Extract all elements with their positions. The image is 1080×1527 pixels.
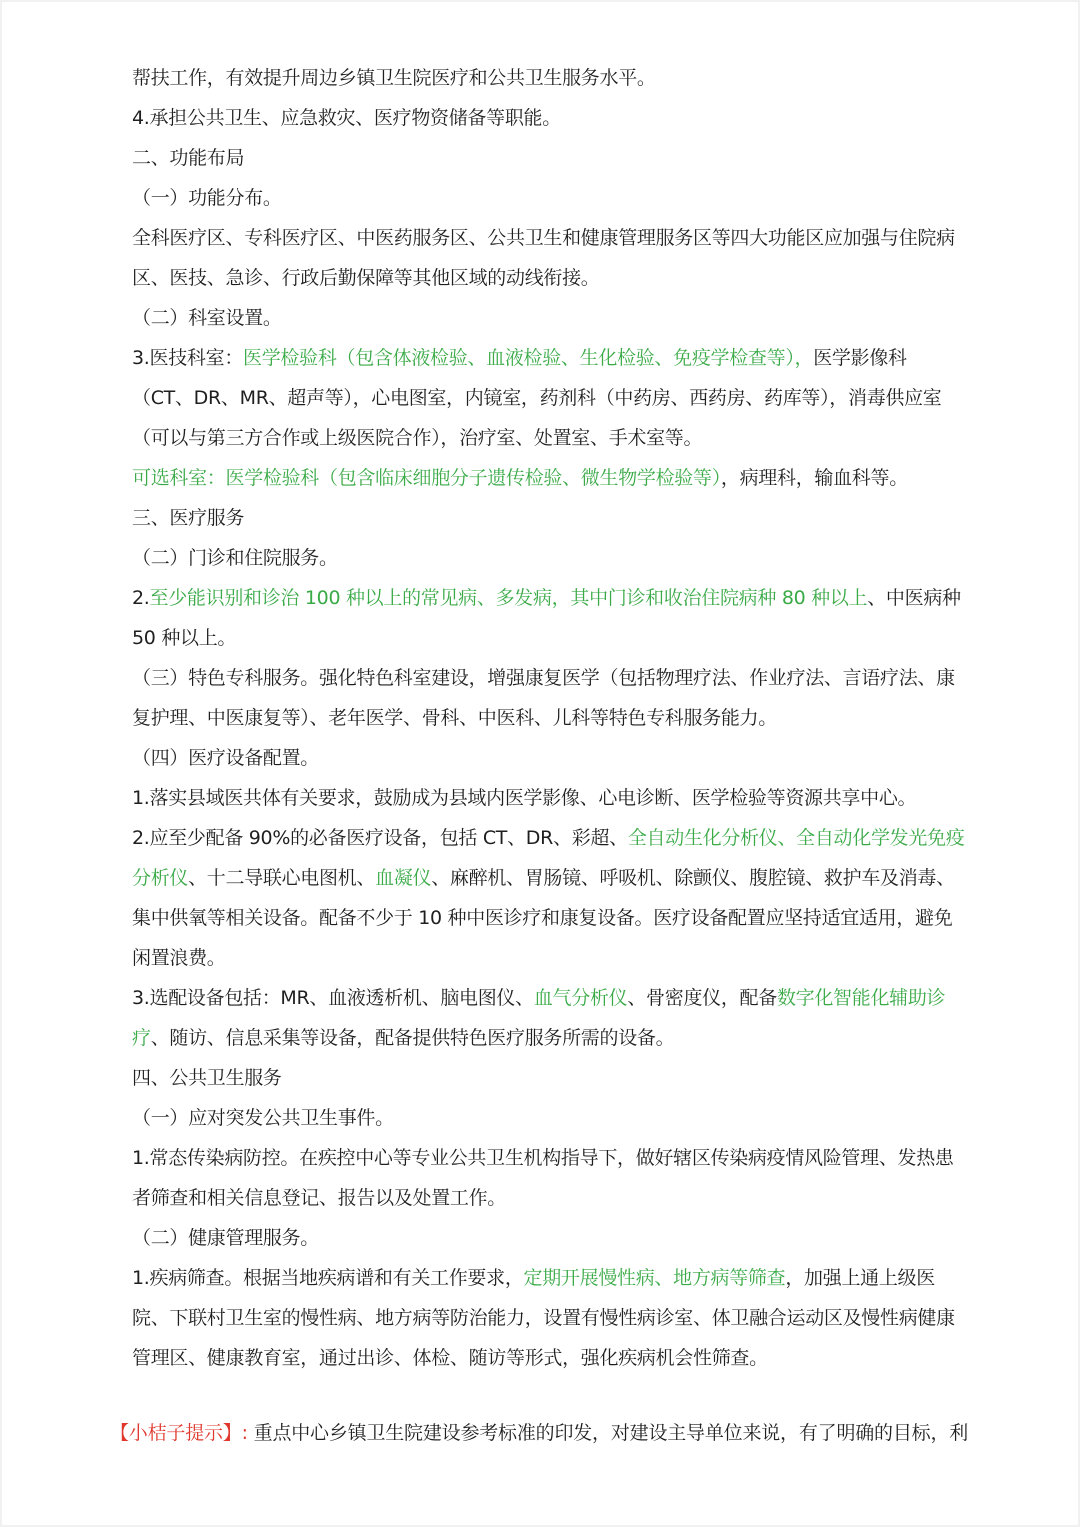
body-text: （CT、DR、MR、超声等），心电图室，内镜室，药剂科（中药房、西药房、药库等），消毒供应室 <box>132 387 942 409</box>
body-text: 二、功能布局 <box>132 147 245 169</box>
text-line <box>132 1178 978 1218</box>
text-line <box>132 378 978 418</box>
body-text: （一）功能分布。 <box>132 187 282 209</box>
body-text: 1.落实县域医共体有关要求，鼓励成为县域内医学影像、心电诊断、医学检验等资源共享中心。 <box>132 787 917 809</box>
text-line <box>132 898 978 938</box>
tip-box <box>110 1413 980 1453</box>
text-line <box>132 498 978 538</box>
text-line <box>132 58 978 98</box>
body-text: 、随访、信息采集等设备，配备提供特色医疗服务所需的设备。 <box>150 1027 675 1049</box>
body-text: 区、医技、急诊、行政后勤保障等其他区域的动线衔接。 <box>132 267 600 289</box>
body-text: 全科医疗区、专科医疗区、中医药服务区、公共卫生和健康管理服务区等四大功能区应加强与住院病 <box>132 227 955 249</box>
highlighted-text: 疗 <box>132 1027 151 1049</box>
body-text: （二）科室设置。 <box>132 307 282 329</box>
body-text: （可以与第三方合作或上级医院合作），治疗室、处置室、手术室等。 <box>132 427 703 449</box>
document-body <box>132 58 978 1378</box>
text-line <box>132 1298 978 1338</box>
body-text: （四）医疗设备配置。 <box>132 747 320 769</box>
body-text: 、中医病种 <box>867 587 961 609</box>
highlighted-text: 血气分析仪 <box>533 987 628 1009</box>
highlighted-text: 至少能识别和诊治 100 种以上的常见病、多发病，其中门诊和收治住院病种 80 种以上 <box>149 587 868 609</box>
text-line <box>132 218 978 258</box>
body-text: （二）门诊和住院服务。 <box>132 547 338 569</box>
text-line <box>132 418 978 458</box>
text-line <box>132 258 978 298</box>
text-line <box>132 818 978 858</box>
text-line <box>132 98 978 138</box>
text-line <box>132 618 978 658</box>
text-line <box>132 338 978 378</box>
body-text: 闲置浪费。 <box>132 947 226 969</box>
text-line <box>132 138 978 178</box>
text-line <box>132 1138 978 1178</box>
text-line <box>132 1338 978 1378</box>
highlighted-text: 医学检验科（包含体液检验、血液检验、生化检验、免疫学检查等）， <box>243 347 814 369</box>
text-line <box>132 1058 978 1098</box>
text-line <box>132 1218 978 1258</box>
body-text: ，加强上通上级医 <box>785 1267 935 1289</box>
text-line <box>132 1258 978 1298</box>
body-text: 2. <box>132 587 150 609</box>
body-text: ，病理科，输血科等。 <box>720 467 908 489</box>
highlighted-text: 定期开展慢性病、地方病等筛查 <box>523 1267 786 1289</box>
highlighted-text: 数字化智能化辅助诊 <box>776 987 946 1009</box>
body-text: 、骨密度仪，配备 <box>627 987 777 1009</box>
body-text: 帮扶工作，有效提升周边乡镇卫生院医疗和公共卫生服务水平。 <box>132 67 656 89</box>
body-text: 者筛查和相关信息登记、报告以及处置工作。 <box>132 1187 507 1209</box>
body-text: 院、下联村卫生室的慢性病、地方病等防治能力，设置有慢性病诊室、体卫融合运动区及慢性病健康 <box>132 1307 955 1329</box>
text-line <box>132 858 978 898</box>
highlighted-text: 全自动生化分析仪、全自动化学发光免疫 <box>627 827 965 849</box>
body-text: 4.承担公共卫生、应急救灾、医疗物资储备等职能。 <box>132 107 561 129</box>
highlighted-text: 分析仪 <box>132 867 189 889</box>
tip-line <box>110 1413 980 1453</box>
body-text: 三、医疗服务 <box>132 507 245 529</box>
highlighted-text: 血凝仪 <box>375 867 432 889</box>
body-text: 集中供氧等相关设备。配备不少于 10 种中医诊疗和康复设备。医疗设备配置应坚持适宜适用，避免 <box>132 907 953 929</box>
body-text: （三）特色专科服务。强化特色科室建设，增强康复医学（包括物理疗法、作业疗法、言语疗法、康 <box>132 667 955 689</box>
text-line <box>132 738 978 778</box>
text-line <box>132 458 978 498</box>
text-line <box>132 698 978 738</box>
body-text: 、十二导联心电图机、 <box>188 867 376 889</box>
text-line <box>132 1018 978 1058</box>
body-text: （二）健康管理服务。 <box>132 1227 320 1249</box>
highlighted-text: 可选科室：医学检验科（包含临床细胞分子遗传检验、微生物学检验等） <box>132 467 721 489</box>
text-line <box>132 578 978 618</box>
tip-label: 【小桔子提示】: <box>110 1422 248 1444</box>
text-line <box>132 178 978 218</box>
text-line <box>132 978 978 1018</box>
body-text: 3.医技科室： <box>132 347 244 369</box>
body-text: 四、公共卫生服务 <box>132 1067 282 1089</box>
body-text: 50 种以上。 <box>132 627 237 649</box>
body-text: 管理区、健康教育室，通过出诊、体检、随访等形式，强化疾病机会性筛查。 <box>132 1347 768 1369</box>
body-text: 3.选配设备包括：MR、血液透析机、脑电图仪、 <box>132 987 534 1009</box>
text-line <box>132 658 978 698</box>
text-line <box>132 298 978 338</box>
body-text: （一）应对突发公共卫生事件。 <box>132 1107 394 1129</box>
body-text: 2.应至少配备 90%的必备医疗设备，包括 CT、DR、彩超、 <box>132 827 628 849</box>
text-line <box>132 1098 978 1138</box>
text-line <box>132 938 978 978</box>
text-line <box>132 778 978 818</box>
body-text: 医学影像科 <box>813 347 907 369</box>
body-text: 1.疾病筛查。根据当地疾病谱和有关工作要求， <box>132 1267 524 1289</box>
body-text: 1.常态传染病防控。在疾控中心等专业公共卫生机构指导下，做好辖区传染病疫情风险管理、发热患 <box>132 1147 954 1169</box>
tip-text: 重点中心乡镇卫生院建设参考标准的印发，对建设主导单位来说，有了明确的目标，利 <box>247 1422 969 1444</box>
body-text: 、麻醉机、胃肠镜、呼吸机、除颤仪、腹腔镜、救护车及消毒、 <box>431 867 955 889</box>
text-line <box>132 538 978 578</box>
body-text: 复护理、中医康复等）、老年医学、骨科、中医科、儿科等特色专科服务能力。 <box>132 707 778 729</box>
